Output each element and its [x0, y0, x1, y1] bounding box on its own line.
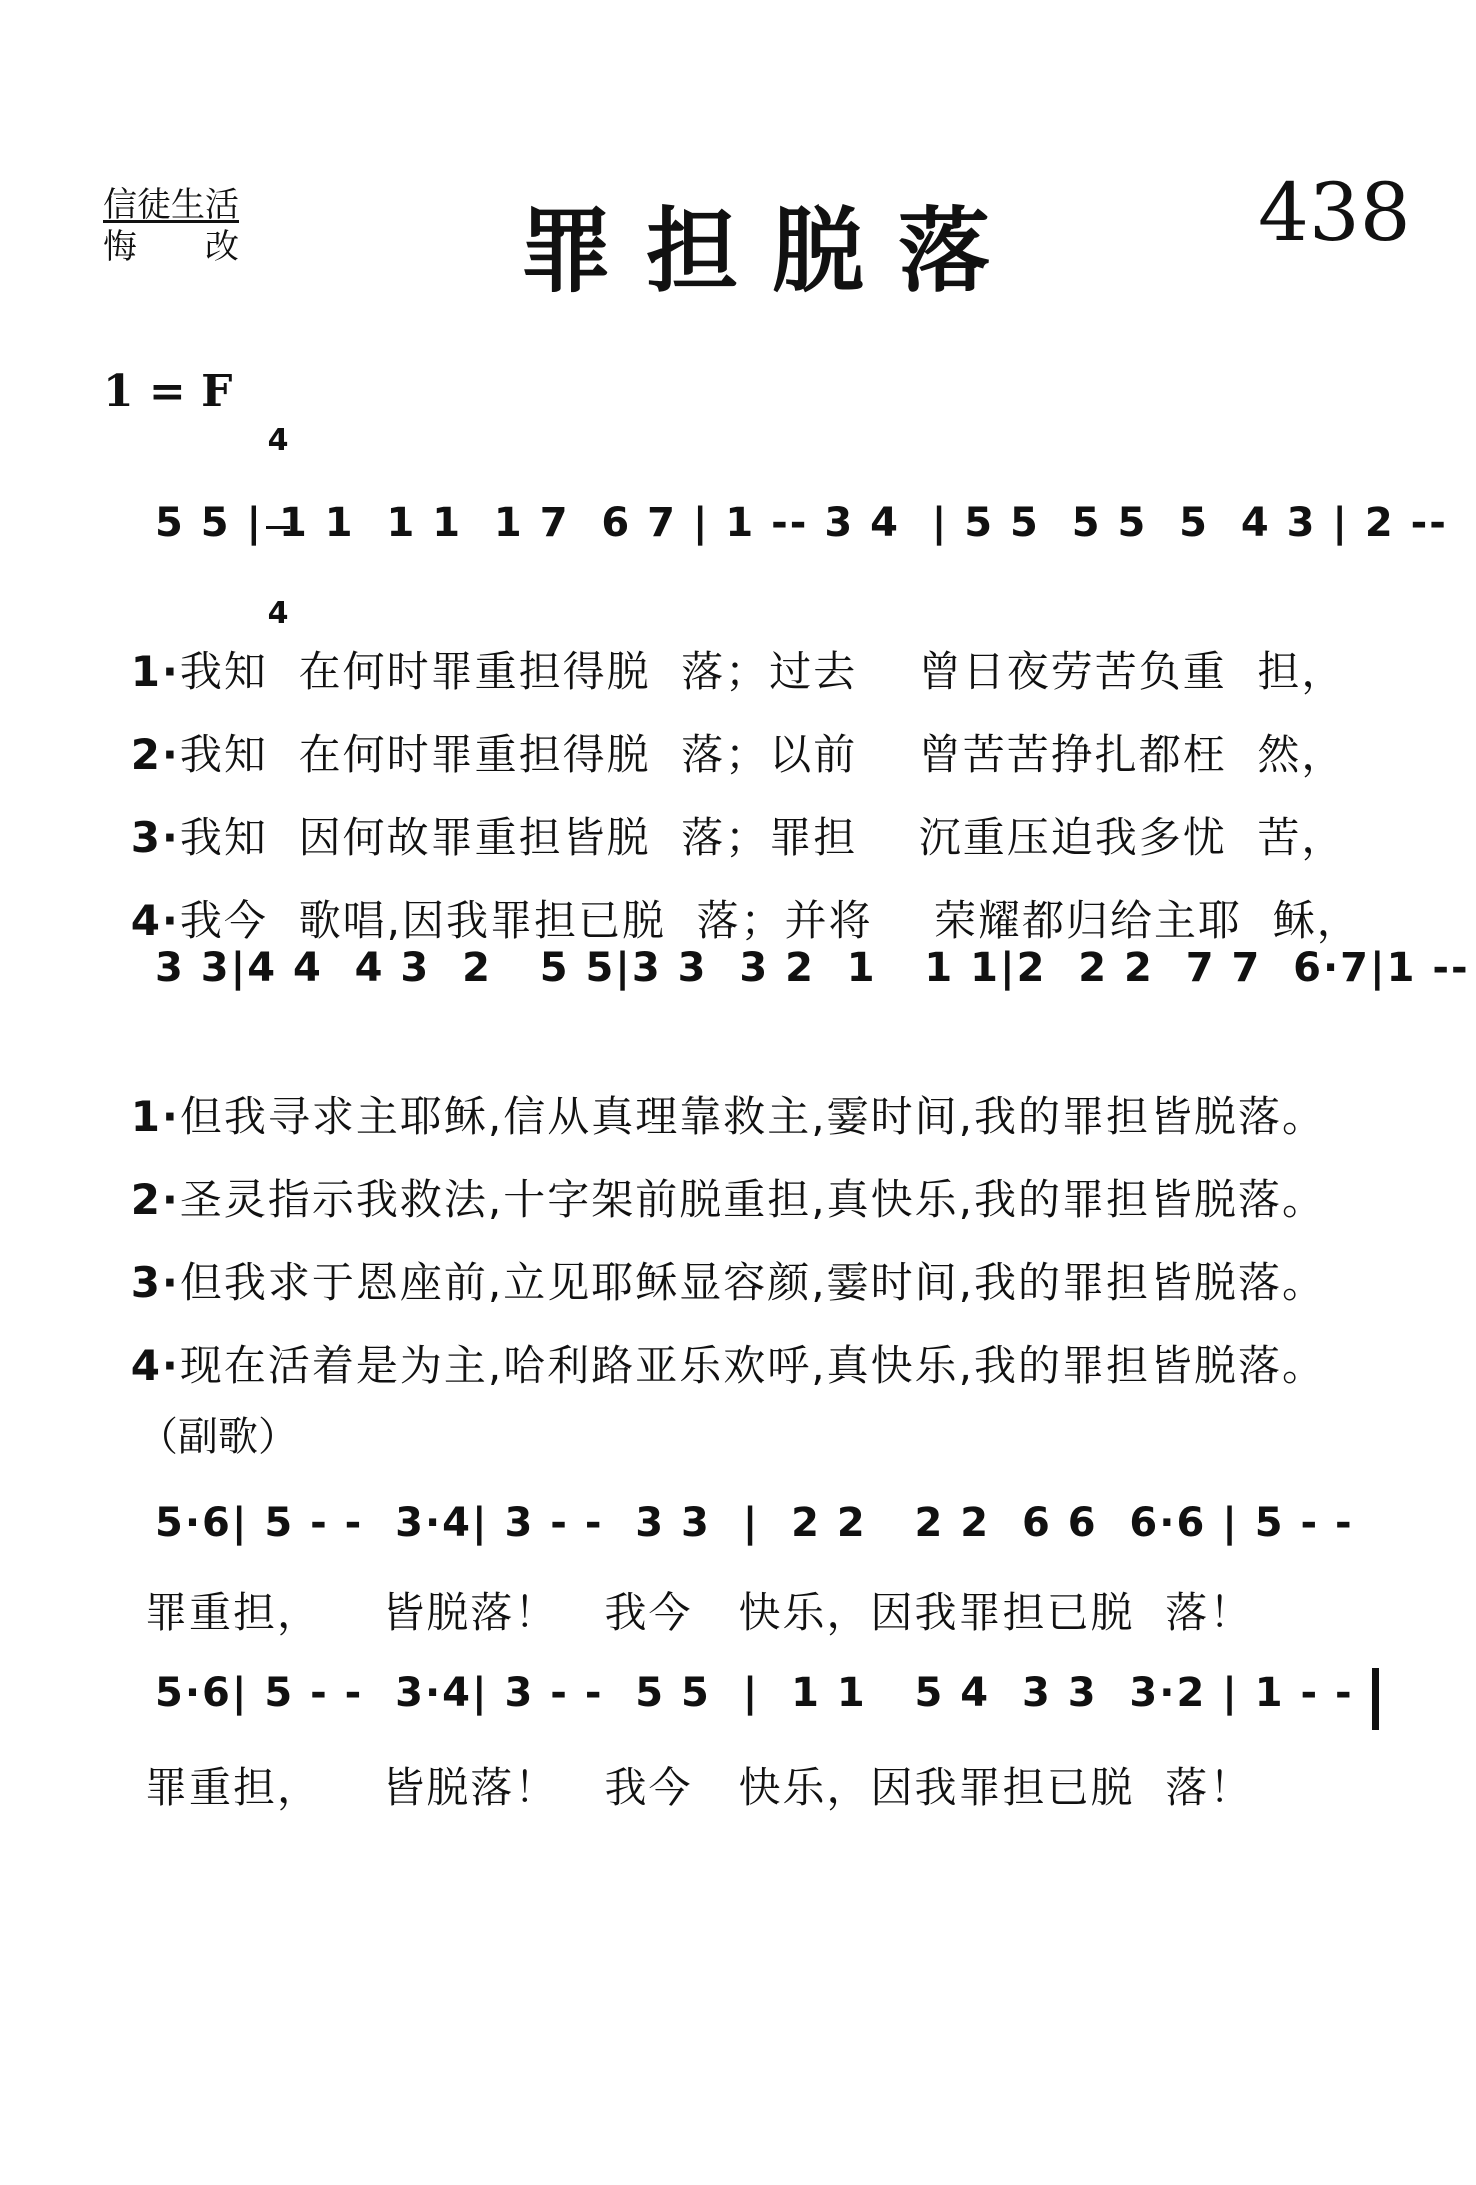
lyric-text: 我知 因何故罪重担皆脱 落；罪担 沉重压迫我多忧 苦，: [179, 813, 1346, 862]
category-top: 信徒生活: [103, 185, 239, 225]
verse-4-lyrics-a: [100, 839, 1361, 948]
verse-number: 2·: [130, 1175, 180, 1224]
verse-number: 4·: [130, 1341, 180, 1390]
chorus-notation-line-2: 5·6| 5 - - 3·4| 3 - - 5 5 | 1 1 5 4 3 3 3·2 | 1 - -: [155, 1670, 1354, 1716]
time-signature-top: 4: [267, 423, 289, 458]
lyric-text: 圣灵指示我救法,十字架前脱重担,真快乐,我的罪担皆脱落。: [179, 1175, 1326, 1224]
final-barline: [1372, 1668, 1379, 1730]
lyric-text: 现在活着是为主,哈利路亚乐欢呼,真快乐,我的罪担皆脱落。: [179, 1341, 1326, 1390]
lyric-text: 我知 在何时罪重担得脱 落；以前 曾苦苦挣扎都枉 然，: [179, 730, 1346, 779]
chorus-label: （副歌）: [138, 1414, 298, 1460]
verse-number: 2·: [130, 730, 180, 779]
verse-number: 3·: [130, 1258, 180, 1307]
key-signature: 1 = F: [103, 366, 233, 417]
verse-number: 1·: [130, 647, 180, 696]
verse-4-lyrics-b: [100, 1284, 1326, 1393]
chorus-lyrics-line-1: 罪重担， 皆脱落！ 我今 快乐，因我罪担已脱 落！: [145, 1588, 1254, 1637]
time-signature-bottom: 4: [267, 596, 289, 631]
lyric-text: 但我寻求主耶稣,信从真理靠救主,霎时间,我的罪担皆脱落。: [179, 1092, 1326, 1141]
lyric-text: 我今 歌唱,因我罪担已脱 落；并将 荣耀都归给主耶 稣，: [179, 896, 1361, 945]
verse-number: 3·: [130, 813, 180, 862]
hymn-title: 罪担脱落: [520, 198, 1025, 305]
lyric-text: 我知 在何时罪重担得脱 落；过去 曾日夜劳苦负重 担，: [179, 647, 1346, 696]
verse-notation-line-2: 3 3|4 4 4 3 2 5 5|3 3 3 2 1 1 1|2 2 2 7 7 6·7|1 --: [155, 945, 1470, 991]
verse-number: 1·: [130, 1092, 180, 1141]
chorus-lyrics-line-2: 罪重担， 皆脱落！ 我今 快乐，因我罪担已脱 落！: [145, 1763, 1254, 1812]
lyric-text: 但我求于恩座前,立见耶稣显容颜,霎时间,我的罪担皆脱落。: [179, 1258, 1326, 1307]
category-bottom: 悔 改: [103, 227, 239, 267]
verse-number: 4·: [130, 896, 180, 945]
verse-notation-line-1: 5 5 | 1 1 1 1 1 7 6 7 | 1 -- 3 4 | 5 5 5 5 5 4 3 | 2 --: [155, 500, 1448, 546]
chorus-notation-line-1: 5·6| 5 - - 3·4| 3 - - 3 3 | 2 2 2 2 6 6 6·6 | 5 - -: [155, 1500, 1354, 1546]
hymn-number: 438: [1258, 166, 1411, 259]
